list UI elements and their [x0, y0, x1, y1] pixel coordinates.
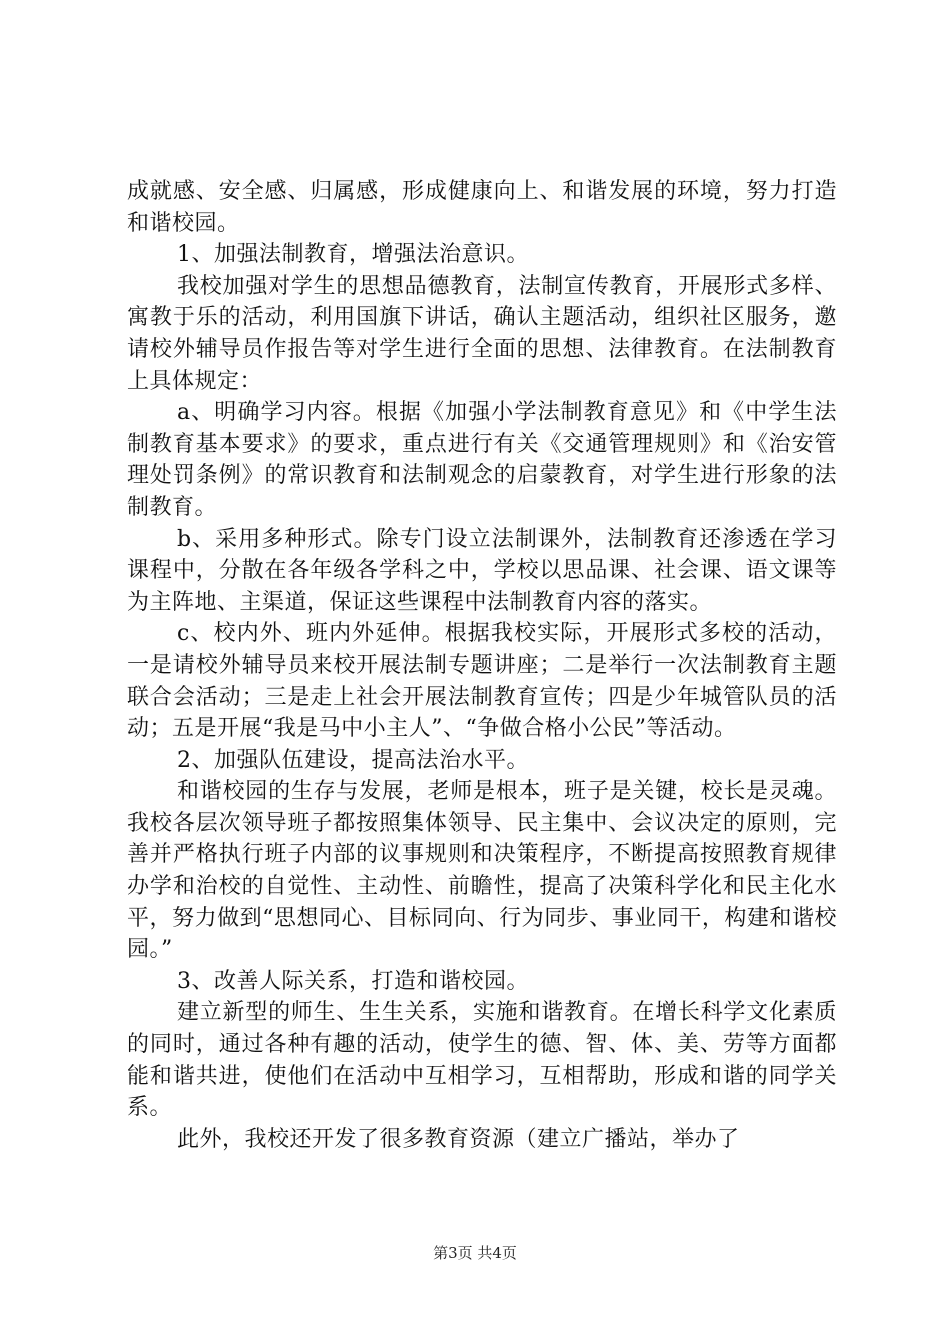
paragraph-item-a: a、明确学习内容。根据《加强小学法制教育意见》和《中学生法制教育基本要求》的要求，重点进行有关《交通管理规则》和《治安管理处罚条例》的常识教育和法制观念的启蒙教育，对学生进行形象的法制教育。 — [127, 400, 837, 520]
paragraph-5: 此外，我校还开发了很多教育资源（建立广播站，举办了 — [177, 1126, 740, 1152]
paragraph-4: 建立新型的师生、生生关系，实施和谐教育。在增长科学文化素质的同时，通过各种有趣的活动，使学生的德、智、体、美、劳等方面都能和谐共进，使他们在活动中互相学习，互相帮助，形成和谐的同学关系。 — [127, 1000, 837, 1121]
document-body — [127, 176, 837, 1155]
paragraph-3: 和谐校园的生存与发展，老师是根本，班子是关键，校长是灵魂。我校各层次领导班子都按照集体领导、民主集中、会议决定的原则，完善并严格执行班子内部的议事规则和决策程序，不断提高按照教育规律办学和治校的自觉性、主动性、前瞻性，提高了决策科学化和民主化水平，努力做到“思想同心、目标同向、行为同步、事业同干，构建和谐校园。” — [127, 779, 837, 963]
section-heading-3: 3、改善人际关系，打造和谐校园。 — [177, 968, 529, 994]
section-heading-1: 1、加强法制教育，增强法治意识。 — [177, 242, 529, 268]
paragraph-item-b: b、采用多种形式。除专门设立法制课外，法制教育还渗透在学习课程中，分散在各年级各学科之中，学校以思品课、社会课、语文课等为主阵地、主渠道，保证这些课程中法制教育内容的落实。 — [127, 526, 837, 615]
paragraph-item-c: c、校内外、班内外延伸。根据我校实际，开展形式多校的活动，一是请校外辅导员来校开展法制专题讲座；二是举行一次法制教育主题联合会活动；三是走上社会开展法制教育宣传；四是少年城管队员的活动；五是开展“我是马中小主人”、“争做合格小公民”等活动。 — [127, 621, 837, 742]
page-number-footer: 第3页 共4页 — [433, 1244, 517, 1262]
section-heading-2: 2、加强队伍建设，提高法治水平。 — [177, 747, 529, 773]
paragraph-2: 我校加强对学生的思想品德教育，法制宣传教育，开展形式多样、寓教于乐的活动，利用国旗下讲话，确认主题活动，组织社区服务，邀请校外辅导员作报告等对学生进行全面的思想、法律教育。在法制教育上具体规定： — [127, 273, 837, 394]
paragraph-1: 成就感、安全感、归属感，形成健康向上、和谐发展的环境，努力打造和谐校园。 — [127, 179, 837, 236]
